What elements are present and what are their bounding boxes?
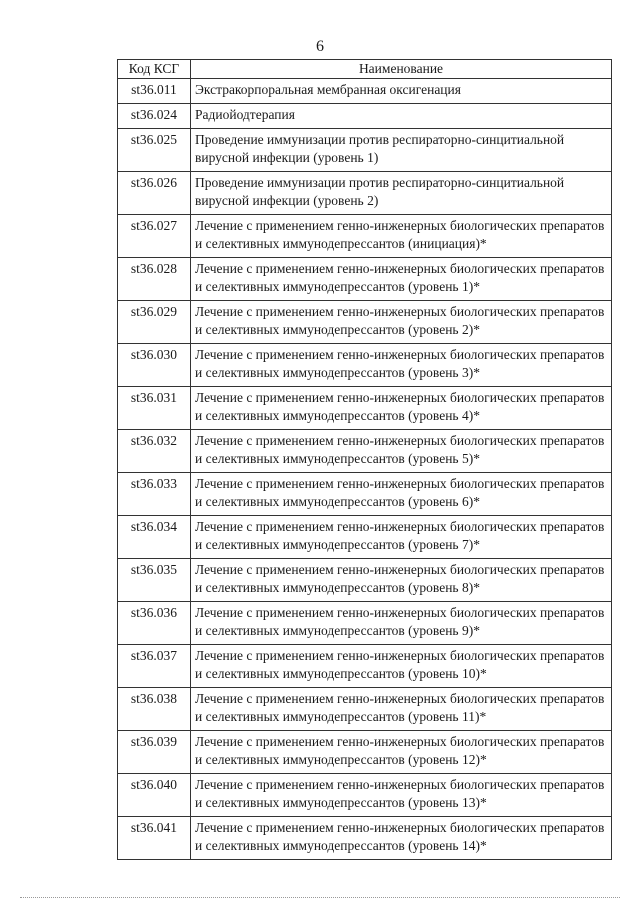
ksg-name: Лечение с применением генно-инженерных биологических препаратов и селективных иммунодепрессантов (уровень 8)* [191,559,612,602]
ksg-code: st36.034 [118,516,191,559]
ksg-code: st36.030 [118,344,191,387]
ksg-name: Лечение с применением генно-инженерных биологических препаратов и селективных иммунодепрессантов (уровень 6)* [191,473,612,516]
ksg-table [117,59,612,860]
ksg-name: Проведение иммунизации против респираторно-синцитиальной вирусной инфекции (уровень 1) [191,129,612,172]
ksg-name: Экстракорпоральная мембранная оксигенация [191,79,612,104]
ksg-name: Лечение с применением генно-инженерных биологических препаратов и селективных иммунодепрессантов (уровень 1)* [191,258,612,301]
table-header-row [118,60,612,79]
ksg-name: Лечение с применением генно-инженерных биологических препаратов и селективных иммунодепрессантов (уровень 12)* [191,731,612,774]
ksg-name: Лечение с применением генно-инженерных биологических препаратов и селективных иммунодепрессантов (уровень 11)* [191,688,612,731]
ksg-code: st36.033 [118,473,191,516]
table-row [118,645,612,688]
ksg-code: st36.031 [118,387,191,430]
ksg-code: st36.039 [118,731,191,774]
ksg-code: st36.027 [118,215,191,258]
ksg-code: st36.026 [118,172,191,215]
table-row [118,430,612,473]
ksg-name: Лечение с применением генно-инженерных биологических препаратов и селективных иммунодепрессантов (инициация)* [191,215,612,258]
table-row [118,817,612,860]
table-row [118,344,612,387]
ksg-name: Проведение иммунизации против респираторно-синцитиальной вирусной инфекции (уровень 2) [191,172,612,215]
ksg-name: Лечение с применением генно-инженерных биологических препаратов и селективных иммунодепрессантов (уровень 5)* [191,430,612,473]
page-number: 6 [316,38,324,55]
table-row [118,387,612,430]
table-row [118,688,612,731]
ksg-name: Лечение с применением генно-инженерных биологических препаратов и селективных иммунодепрессантов (уровень 2)* [191,301,612,344]
ksg-code: st36.041 [118,817,191,860]
ksg-code: st36.029 [118,301,191,344]
ksg-name: Лечение с применением генно-инженерных биологических препаратов и селективных иммунодепрессантов (уровень 4)* [191,387,612,430]
ksg-code: st36.024 [118,104,191,129]
scan-edge-divider [20,897,620,899]
table-row [118,516,612,559]
table-row [118,473,612,516]
table-row [118,215,612,258]
column-header-code: Код КСГ [118,60,191,79]
ksg-code: st36.025 [118,129,191,172]
table-row [118,731,612,774]
table-row [118,774,612,817]
table-row [118,172,612,215]
ksg-code: st36.037 [118,645,191,688]
ksg-code: st36.035 [118,559,191,602]
table-row [118,79,612,104]
ksg-code: st36.011 [118,79,191,104]
ksg-code: st36.038 [118,688,191,731]
ksg-code: st36.032 [118,430,191,473]
table-row [118,129,612,172]
table-row [118,301,612,344]
ksg-name: Радиойодтерапия [191,104,612,129]
table-row [118,104,612,129]
ksg-name: Лечение с применением генно-инженерных биологических препаратов и селективных иммунодепрессантов (уровень 3)* [191,344,612,387]
column-header-name: Наименование [191,60,612,79]
ksg-name: Лечение с применением генно-инженерных биологических препаратов и селективных иммунодепрессантов (уровень 13)* [191,774,612,817]
ksg-code: st36.036 [118,602,191,645]
ksg-name: Лечение с применением генно-инженерных биологических препаратов и селективных иммунодепрессантов (уровень 10)* [191,645,612,688]
ksg-code: st36.040 [118,774,191,817]
table-row [118,258,612,301]
table-row [118,602,612,645]
ksg-code: st36.028 [118,258,191,301]
ksg-name: Лечение с применением генно-инженерных биологических препаратов и селективных иммунодепрессантов (уровень 9)* [191,602,612,645]
ksg-name: Лечение с применением генно-инженерных биологических препаратов и селективных иммунодепрессантов (уровень 7)* [191,516,612,559]
ksg-name: Лечение с применением генно-инженерных биологических препаратов и селективных иммунодепрессантов (уровень 14)* [191,817,612,860]
table-row [118,559,612,602]
